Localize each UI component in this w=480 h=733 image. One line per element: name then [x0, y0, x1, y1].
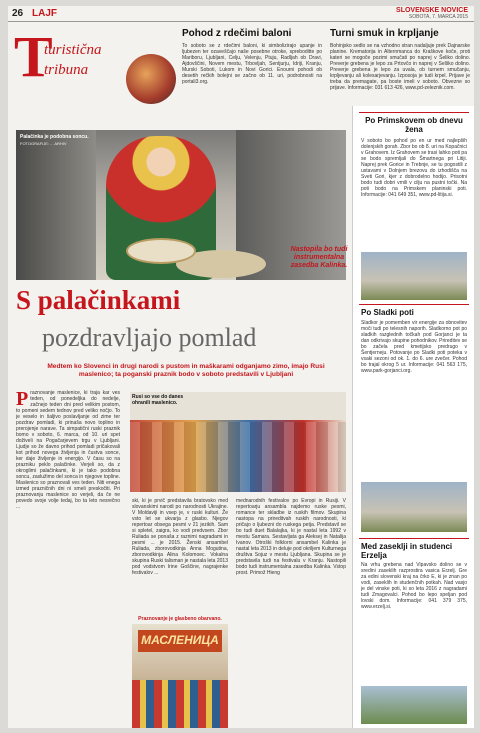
headline-line1: S palačinkami: [16, 285, 181, 315]
sidebar-photo-2: [361, 482, 467, 532]
top-bar: [8, 6, 474, 22]
logo-letter: T: [14, 24, 53, 89]
sidebar-photo-3: [361, 686, 467, 724]
page-number: 26: [12, 8, 24, 19]
folk-ensemble-photo: [130, 392, 346, 492]
sidebar-title-1: Po Primskovem ob dnevu žena: [365, 116, 463, 134]
pancake-plate: [126, 238, 196, 264]
sidebar-text-3: Na vrhu grebena nad Vipavsko dolino se v sredini zaseklih razprostira vasica Erzelj. Gre za edini slovenski kraj na črko E, ki je znan po vodi, zaseklih in studenčnih potkah. Nad vasjo je del vinske poti, ki so leta 2016 z nagradami tudi Zmagovalci. Pohod bo lepo speljan pod lovski dom. Informacije: 041 379 375, www.erzelj.si.: [361, 562, 467, 610]
sidebar-text-1: V soboto bo pohod po en ur med najlepših dolenjskih gorah. Zbor bo ob 8. uri na Kopačnici v Grahovem. Iz Grahovem se trasi lahko poti pa se bodo spremljali do Šmartnega pri Litiji. Naprej prek Gorice in Trebnje, se tu pogostili z ustavami v Dolnjem brezovu do izhodišča na Sveti Gori, kjer z dobrodelno hodijo. Prisotni bodo tudi dobri vrnili v cilju na pustni točki. Na poti bodo na Primskem planinski poti. Informacije: 041 649 351, www.pd-litija.si.: [361, 138, 467, 198]
story-ski-text: Bohinjsko sedlo se na vzhodno stran nadaljuje prek Dajnarske planine. Krematorija in Alternmanca do Kraškove koče, proti kateri se mogoče pozimi smučati po naprej v Šeliko dolino. Preverje grebena je lepo za Prtovčo in naprej v Selško dolino. Preverje grebena je lepo za uvala, ob turnem smučanju, krpljevanju ali kolesarjevanju. Izposoja je tudi krpel. Prijave je treba da premagate, pa boste imeli v soboto. Obvezne so prijave. Informacije: 031 613 426, www.pd-zeleznik.com.: [330, 43, 470, 91]
logo-line2: tribuna: [44, 62, 89, 78]
photo-credit: FOTOGRAFIJE: ... ARHIV: [20, 141, 67, 146]
story-ski-title: Turni smuk in krpljanje: [330, 28, 439, 39]
right-sidebar: [352, 106, 474, 728]
turisticna-tribuna-logo: [14, 24, 118, 102]
sidebar-text-2: Sladkor je pomemben vir energije za obnovitev moči tudi po telesnih naporih. Sladkorno pot po sladkih razglednih točkah pod Gorjanci je ta dan odkrivajo skupine pohodnikov. Prireditev se bo začela pred kmetijsko predrugo v Šentjerneju. Potovanje po Sladki poti poteka v vsaki sezoni od ok. 1. do 6. ure zvečer. Pohod bo trajal okrog 5 ur. Informacije: 041 563 175, www.park-gorjanci.org.: [361, 320, 467, 374]
newspaper-page: [8, 6, 474, 728]
publication-title: SLOVENSKE NOVICE: [396, 7, 468, 14]
headline-line2: pozdravljajo pomlad: [42, 323, 257, 352]
sidebar-photo-1: [361, 252, 467, 300]
stage-photo: [132, 624, 228, 728]
sidebar-title-3: Med zaseklji in studenci Erzelja: [361, 542, 453, 560]
lead-paragraph: Medtem ko Slovenci in drugi narodi s pustom in maškarami odganjamo zimo, imajo Rusi maslenico; ta poganski praznik bodo v soboto predstavili v Ljubljani: [47, 363, 325, 378]
logo-line1: turistična: [44, 42, 102, 58]
story-balloons-text: To soboto se z rdečimi baloni, ki simbolizirajo upanje in ljubezen ter ozaveščajo naše posebne otroke, spreboditte po Mariboru, Ljubljani, Celju, Velenju, Ptuju, Radljah ob Dravi, Ajdovščini, Novem mestu, Trbovljah, Sentjurju, Idriji, Kranju, Murski Soboti, Lukom in Novi Gorici. Enourni pohodi ob desetih rečkih bolejni se začno ob 11. uri, podrobnosti na portali3.org.: [182, 43, 322, 85]
publication-name: [396, 7, 468, 21]
body-text-1: raznovanje maslenice, ki traja kar ves teden, od ponedeljka do nedelje, začnejo teden dni pred velikim postom, to pomeni sedem tednov pred veliko nočjo. To je veselo in šaljivo poslavljanje od zime ter pozdrav pomladi, ki prinaša novo toplino in prerojenje narave. Ta simpatični ruski praznik bomo v soboto, 6. marca, od 10. uri spet doživeli na Pogačarjevem trgu v Ljubljani. Ljudje so že davno prihod pomladi pričakovali kot prihod novega življenja in čustva sonce, ker daje življenje in energijo. V času so na prazniku peklo palačinke. Verjeli so, da z okroglimi palačinkami, ki je tako podobna soncu, zaslužimo del sonca in njegove topline. Maslenico so praznovali ves teden. Niti enega izmed prazničnih dni ni smeli preskočiti. Pri praznovanju maslenice so verjeli, da če ne povedo svoje volje tedaj, bo ta leto nesrečno ...: [16, 390, 120, 510]
body-column-1: [16, 390, 120, 726]
stage-banner: МАСЛЕНИЦА: [141, 633, 219, 647]
story-ski: [330, 28, 470, 105]
pull-quote: Nastopila bo tudi instrumentalna zasedba Kalinka.: [290, 246, 348, 269]
drop-cap: P: [16, 390, 29, 410]
stage-caption: Praznovanje je glasbeno obarvano.: [138, 616, 222, 622]
body-column-3: mednarodnih festivalov po Evropi in Rusiji. V repertoarju ansambla najdemo ruske pesmi, romance ter skladbe iz ruskih filmov. Skupina nastopa na prireditvah ruskih narodnosti, ki pričajo o ljubezni do ruskega petja. Predstavil se bo tudi duet Balalajka, ki je nastal leta 1992 v mestu Samara. Sestavljata ga Aleksej in Natalija Ivanov. Otroški folklorni ansambel Kalinka je nastal leta 2013 in deluje pod okriljem Kulturnega društva Sojuz v mestu Ljubljana. Skupina se je predstavila tudi na festivalu v Kranju. Nastopili bodo tudi instrumentalna zasedba Kalinka. Vstop prost. Primož Hieng: [236, 498, 346, 576]
story-balloons-title: Pohod z rdečimi baloni: [182, 28, 292, 39]
section-name: LAJF: [32, 8, 57, 19]
publication-date: SOBOTA, 7. MARCA 2015: [408, 14, 468, 20]
story-balloons: [182, 28, 322, 105]
sidebar-title-2: Po Sladki poti: [361, 308, 414, 317]
body-column-2: ski, ki je prvič predstavila bratovsko med slovanskimi narodi po narodnosti Ukrajine. V Moldaviji in vsep je, v ruski kulturi. Že vsto let se ukvarja z glasbo. Njegov repertoar obsega pesmi v 21 jezikih. Sam si spletel, zaigra, ko vodi predvsem. Zbor Ruliada se ponaša z raznimi nagradami in pesmi ... je 2015. Ženski ansambel Ruliada, zborovodkinja Anna Mogutina, zborovodkinja Alina Kolomoec. Vokalna skupina Ruski talisman je nastala leta 2013 pod vodstvom Irine Goščine, nagrajenke festivalov ...: [132, 498, 228, 576]
balloons-photo: [126, 54, 176, 104]
hero-caption: Palačinka je podobna soncu.: [20, 134, 89, 140]
folk-photo-caption: Rusi so vse do danes ohranili maslenico.: [132, 394, 184, 406]
